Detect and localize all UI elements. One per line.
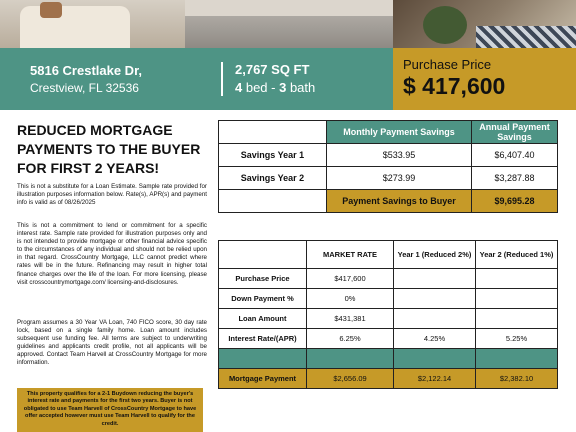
total-savings-value: $9,695.28 <box>472 190 558 213</box>
empty-cell <box>219 190 327 213</box>
savings-header-row <box>219 121 558 144</box>
table-row <box>219 144 558 167</box>
market-rate-cell: 6.25% <box>307 329 394 349</box>
year1-rate-cell: 4.25% <box>394 329 476 349</box>
annual-savings-header: Annual Payment Savings <box>472 121 558 144</box>
monthly-savings-value: $533.95 <box>327 144 472 167</box>
savings-table <box>218 120 558 213</box>
header-divider <box>221 62 223 96</box>
down-payment-row-label: Down Payment % <box>219 289 307 309</box>
year1-payment-cell: $2,122.14 <box>394 369 476 389</box>
bed-bath-count <box>235 80 315 95</box>
market-payment-cell: $2,656.09 <box>307 369 394 389</box>
table-row <box>219 329 558 349</box>
mortgage-payment-label: Mortgage Payment <box>219 369 307 389</box>
row-label: Savings Year 2 <box>219 167 327 190</box>
down-payment-cell: 0% <box>307 289 394 309</box>
interest-rate-row-label: Interest Rate/(APR) <box>219 329 307 349</box>
year2-rate-cell: 5.25% <box>476 329 558 349</box>
loan-amount-row-label: Loan Amount <box>219 309 307 329</box>
purchase-price-row-label: Purchase Price <box>219 269 307 289</box>
bed-count: 4 <box>235 80 243 95</box>
total-savings-label: Payment Savings to Buyer <box>327 190 472 213</box>
program-assumptions: Program assumes a 30 Year VA Loan, 740 FICO score, 30 day rate lock, based on a single family home. Loan amount includes subsequent use funding fee. All terms are subject to underwriting guidelines and applicants credit profile, not all applicants will be approved. Contact Team Harvell at CrossCountry Mortgage for more information. <box>17 319 207 367</box>
year2-payment-cell: $2,382.10 <box>476 369 558 389</box>
purchase-price-cell: $417,600 <box>307 269 394 289</box>
listing-photo-strip <box>0 0 576 48</box>
table-row <box>219 167 558 190</box>
empty-cell <box>219 121 327 144</box>
bath-label: bath <box>286 80 316 95</box>
plant-rug-photo <box>393 0 576 48</box>
empty-cell <box>219 241 307 269</box>
purchase-price-label: Purchase Price <box>403 57 492 72</box>
monthly-savings-header: Monthly Payment Savings <box>327 121 472 144</box>
purchase-price-value: $ 417,600 <box>403 73 506 99</box>
teal-spacer-row <box>219 349 558 369</box>
annual-savings-value: $6,407.40 <box>472 144 558 167</box>
mortgage-payment-row <box>219 369 558 389</box>
monthly-savings-value: $273.99 <box>327 167 472 190</box>
headline: REDUCED MORTGAGE PAYMENTS TO THE BUYER FOR FIRST 2 YEARS! <box>17 122 201 176</box>
loan-amount-cell: $431,381 <box>307 309 394 329</box>
rate-header-row <box>219 241 558 269</box>
rate-comparison-table <box>218 240 558 389</box>
disclaimer-estimate: This is not a substitute for a Loan Estimate. Sample rate provided for illustration purposes information below. Rate(s), APR(s) and payment info is valid as of 08/26/2025 <box>17 183 207 207</box>
year2-header: Year 2 (Reduced 1%) <box>476 241 558 269</box>
market-rate-header: MARKET RATE <box>307 241 394 269</box>
row-label: Savings Year 1 <box>219 144 327 167</box>
square-footage: 2,767 SQ FT <box>235 62 310 77</box>
address-bar <box>0 48 393 110</box>
living-room-photo <box>0 0 185 48</box>
floor-photo <box>185 0 393 48</box>
year1-header: Year 1 (Reduced 2%) <box>394 241 476 269</box>
table-row <box>219 289 558 309</box>
table-row <box>219 309 558 329</box>
annual-savings-value: $3,287.88 <box>472 167 558 190</box>
buydown-note: This property qualifies for a 2-1 Buydown reducing the buyer's interest rate and payments for the first two years. Buyer is not obligated to use Team Harvell of CrossCountry Mortgage to have offer accepted however must use Team Harvell to qualify for the credit. <box>17 388 203 432</box>
bed-label: bed - <box>242 80 280 95</box>
savings-total-row <box>219 190 558 213</box>
address-line-2: Crestview, FL 32536 <box>30 81 139 95</box>
disclaimer-commitment: This is not a commitment to lend or commitment for a specific interest rate. Sample rate provided for illustration purposes only and is not intended to provide mortgage or other financial advice specific to the circumstances of any individual and should not be relied upon in that regard. CrossCountry Mortgage, LLC cannot predict where rates will be in the future. Refinancing may result in higher total finance charges over the life of the loan. For more licensing, please visit crosscountrymortgage.com/ licensing-and-disclosures. <box>17 222 207 286</box>
address-line-1: 5816 Crestlake Dr, <box>30 63 143 78</box>
table-row <box>219 269 558 289</box>
bath-count: 3 <box>279 80 287 95</box>
